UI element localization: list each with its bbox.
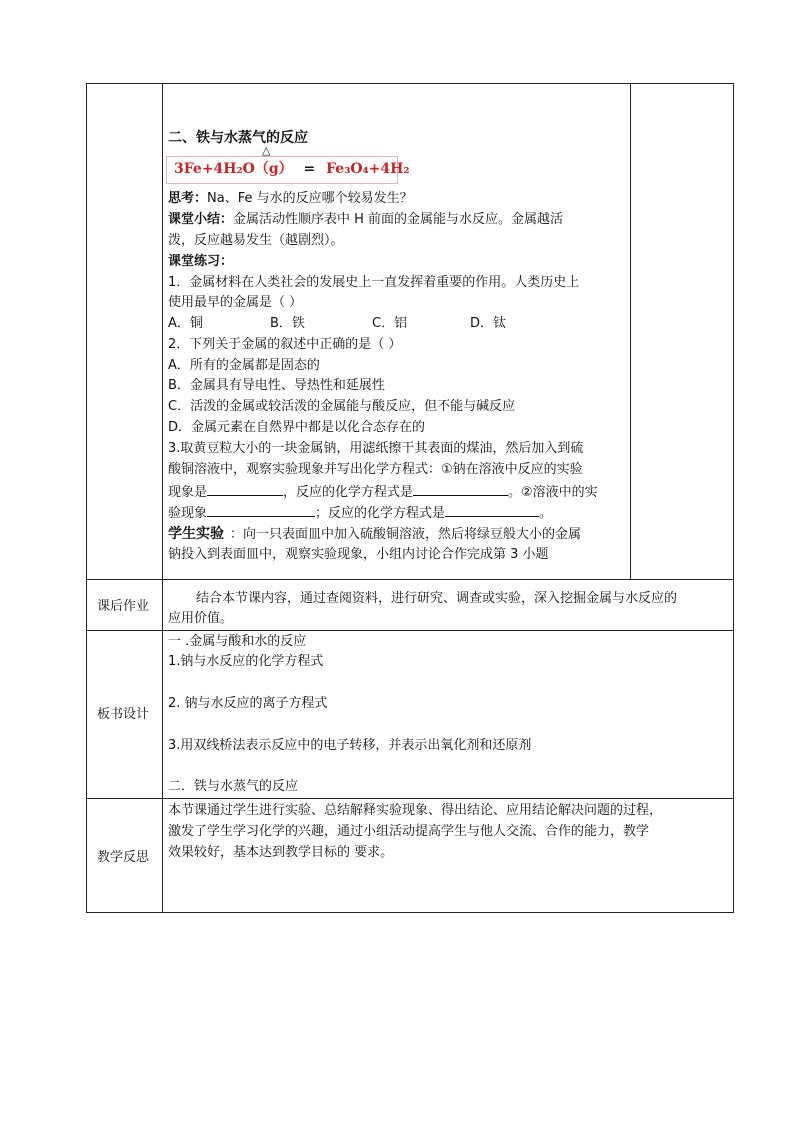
homework-label: 课后作业 [97,599,150,614]
q1-option-c: C．铝 [372,316,408,331]
think-line [168,189,413,209]
summary-line-1 [168,210,563,230]
q3-line-3 [168,481,598,503]
q2-option-c: C．活泼的金属或较活泼的金属能与酸反应，但不能与碱反应 [168,399,516,414]
board-item-2: 1.钠与水反应的化学方程式 [168,654,324,669]
practice-label: 课堂练习： [168,254,234,269]
equation-box [166,156,410,184]
think-text: Na、Fe 与水的反应哪个较易发生？ [207,191,413,206]
q3-line-2: 酸铜溶液中，观察实验现象并写出化学方程式：①钠在溶液中反应的实验 [168,462,583,477]
label-column-divider [162,83,163,913]
q2-option-a: A．所有的金属都是固态的 [168,358,320,373]
q2-stem: 2．下列关于金属的叙述中正确的是（ ） [168,337,402,352]
experiment-text-1: ：向一只表面皿中加入硫酸铜溶液，然后将绿豆般大小的金属 [230,527,582,542]
row-divider-3 [86,798,734,799]
table-border-right [733,83,734,913]
board-item-3: 2. 钠与水反应的离子方程式 [168,696,328,711]
answer-blank-3[interactable] [207,502,315,517]
table-border-left [86,83,87,913]
q2-option-b: B．金属具有导电性、导热性和延展性 [168,378,385,393]
equation-left: 3Fe+4H₂O（g） [174,161,293,177]
right-column-divider [630,83,631,579]
table-border-top [86,83,734,84]
q3-line-4c: 。 [539,506,553,521]
board-item-5: 二．铁与水蒸气的反应 [168,779,299,794]
row-divider-1 [86,579,734,580]
board-item-1: 一 .金属与酸和水的反应 [168,634,307,649]
experiment-line-2: 钠投入到表面皿中，观察实验现象，小组内讨论合作完成第 3 小题 [168,547,549,562]
q3-line-3b: ，反应的化学方程式是 [283,485,414,500]
heat-condition-icon: △ [262,144,271,157]
experiment-label: 学生实验 [168,526,224,542]
q1-option-d: D．钛 [470,316,507,331]
q3-line-1: 3.取黄豆粒大小的一块金属钠，用滤纸擦干其表面的煤油，然后加入到硫 [168,441,584,456]
q3-line-4 [168,502,552,524]
equation-right: Fe₃O₄+4H₂ [326,161,410,177]
equation-sign: = [303,161,316,177]
homework-line-1: 结合本节课内容，通过查阅资料，进行研究、调查或实验，深入挖掘金属与水反应的 [196,591,678,606]
answer-blank-2[interactable] [413,481,508,496]
section-title: 二、铁与水蒸气的反应 [168,130,308,146]
summary-line-2: 泼，反应越易发生（越剧烈）。 [168,233,344,248]
q1-line-1: 1．金属材料在人类社会的发展史上一直发挥着重要的作用。人类历史上 [168,275,580,290]
board-label: 板书设计 [97,707,150,722]
summary-text-1: 金属活动性顺序表中 H 前面的金属能与水反应。金属越活 [233,212,564,227]
chemical-equation [174,159,410,179]
row-divider-2 [86,630,734,631]
experiment-line-1 [168,524,581,545]
q3-line-4b: ；反应的化学方程式是 [315,506,446,521]
reflection-label: 教学反思 [97,850,150,865]
table-border-bottom [86,912,734,913]
q1-option-a: A．铜 [168,316,203,331]
think-label: 思考： [168,191,208,206]
q1-option-b: B．铁 [270,316,305,331]
homework-line-2: 应用价值。 [168,611,234,626]
q3-line-3a: 现象是 [168,485,208,500]
q2-option-d: D．金属元素在自然界中都是以化合态存在的 [168,420,426,435]
q1-line-2: 使用最早的金属是（ ） [168,295,303,310]
answer-blank-4[interactable] [445,502,539,517]
reflection-line-2: 激发了学生学习化学的兴趣，通过小组活动提高学生与他人交流、合作的能力，教学 [168,824,650,839]
summary-label: 课堂小结： [168,212,234,227]
q3-line-3c: 。②溶液中的实 [508,485,598,500]
q3-line-4a: 验现象 [168,506,208,521]
reflection-line-3: 效果较好，基本达到教学目标的 要求。 [168,845,394,860]
board-item-4: 3.用双线桥法表示反应中的电子转移，并表示出氧化剂和还原剂 [168,738,532,753]
reflection-line-1: 本节课通过学生进行实验、总结解释实验现象、得出结论、应用结论解决问题的过程， [168,803,663,818]
answer-blank-1[interactable] [207,481,283,496]
